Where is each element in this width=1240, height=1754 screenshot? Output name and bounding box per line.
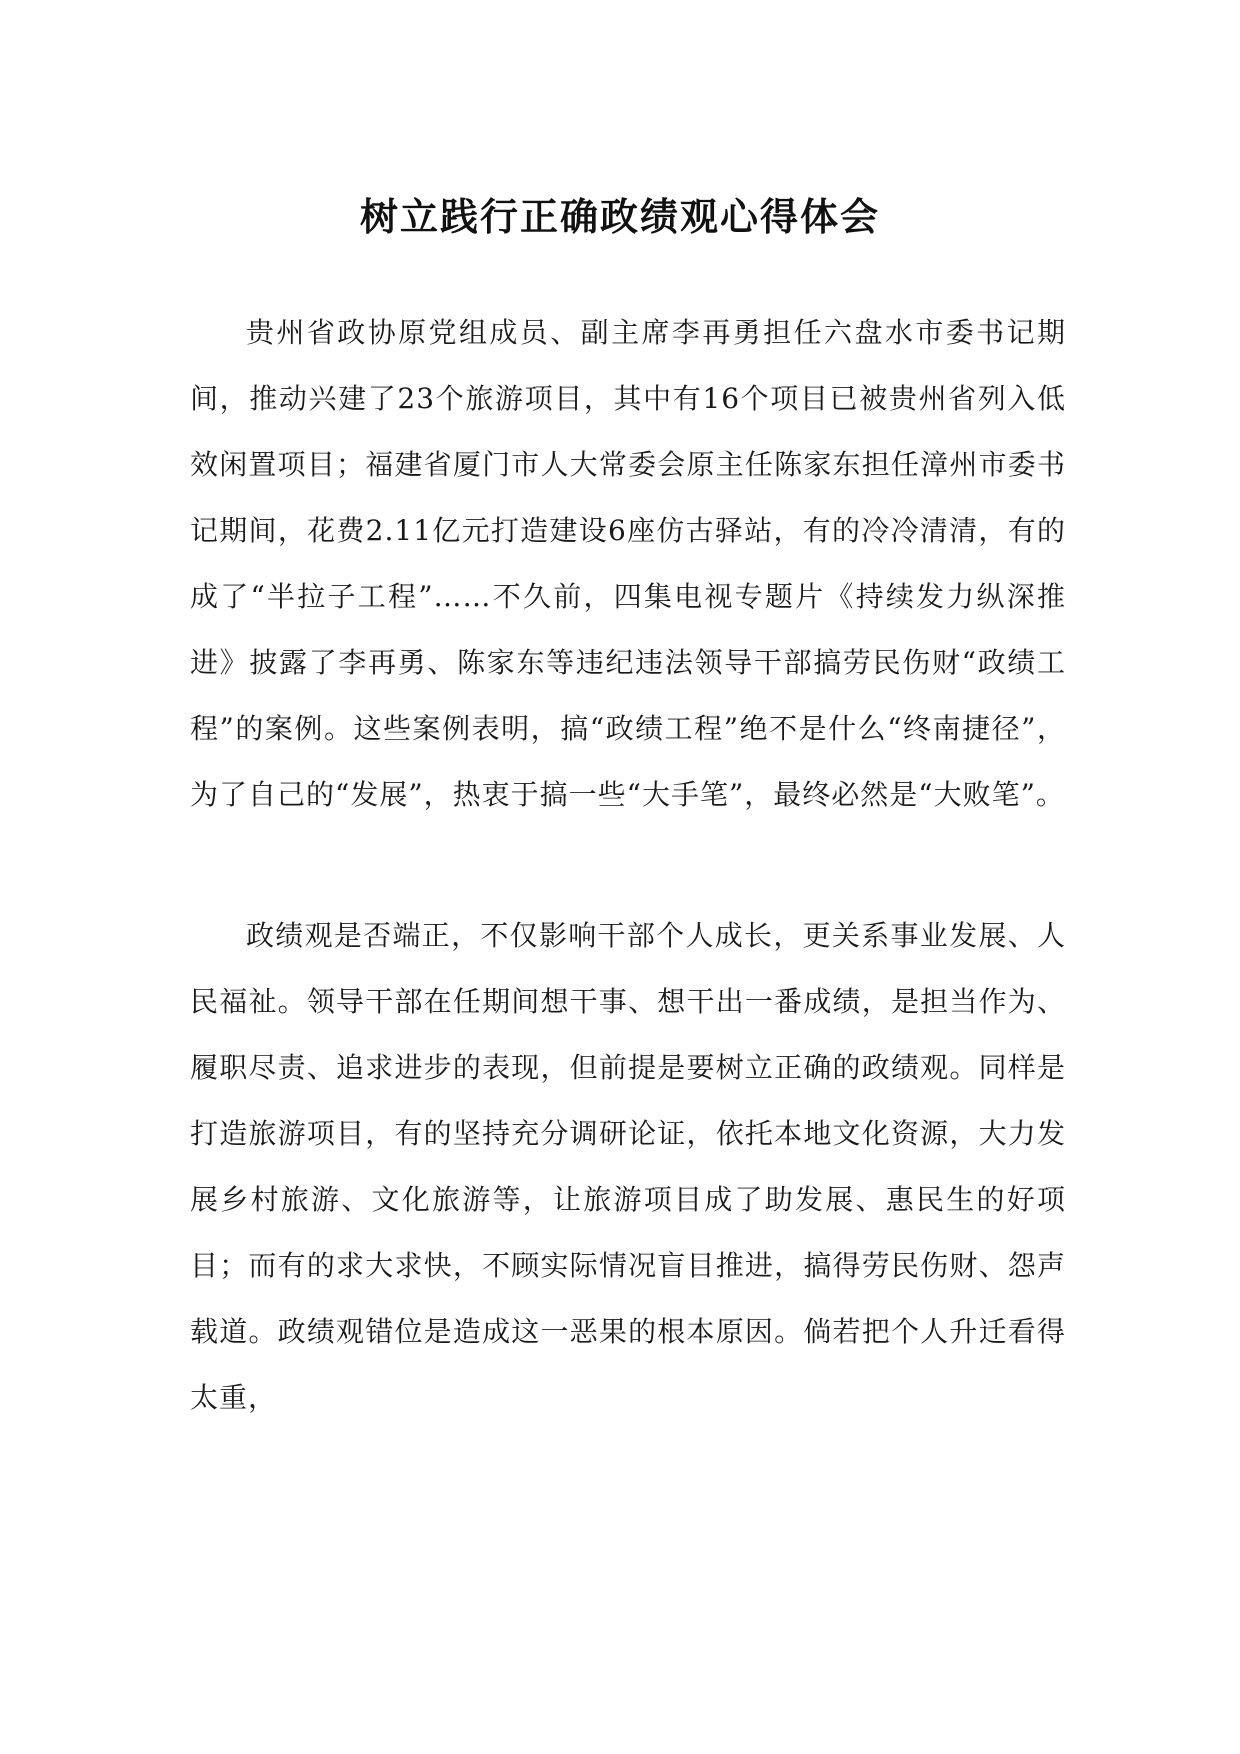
document-title: 树立践行正确政绩观心得体会 (359, 194, 880, 239)
paragraph-2: 政绩观是否端正，不仅影响干部个人成长，更关系事业发展、人民福祉。领导干部在任期间想干事、想干出一番成绩，是担当作为、履职尽责、追求进步的表现，但前提是要树立正确的政绩观。同样是打造旅游项目，有的坚持充分调研论证，依托本地文化资源，大力发展乡村旅游、文化旅游等，让旅游项目成了助发展、惠民生的好项目；而有的求大求快，不顾实际情况盲目推进，搞得劳民伤财、怨声载道。政绩观错位是造成这一恶果的根本原因。倘若把个人升迁看得太重， (190, 919, 1066, 1414)
paragraph-1: 贵州省政协原党组成员、副主席李再勇担任六盘水市委书记期间，推动兴建了23个旅游项目，其中有16个项目已被贵州省列入低效闲置项目；福建省厦门市人大常委会原主任陈家东担任漳州市委书记期间，花费2.11亿元打造建设6座仿古驿站，有的冷冷清清，有的成了“半拉子工程”……不久前，四集电视专题片《持续发力纵深推进》披露了李再勇、陈家东等违纪违法领导干部搞劳民伤财“政绩工程”的案例。这些案例表明，搞“政绩工程”绝不是什么“终南捷径”，为了自己的“发展”，热衷于搞一些“大手笔”，最终必然是“大败笔”。 (190, 316, 1066, 811)
